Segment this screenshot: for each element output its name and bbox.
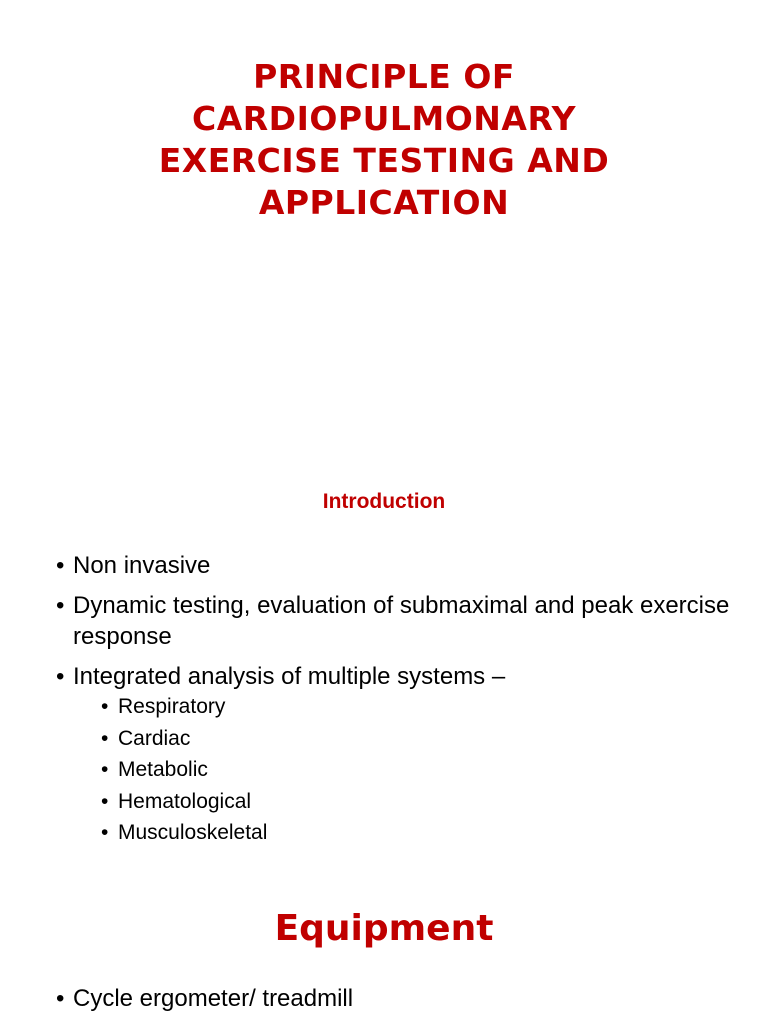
introduction-heading: Introduction bbox=[322, 490, 446, 513]
sub-bullet-item: • Hematological bbox=[101, 789, 736, 815]
title-line: EXERCISE TESTING AND bbox=[158, 141, 610, 180]
bullet-item bbox=[56, 661, 736, 846]
bullet-item bbox=[56, 550, 736, 581]
equipment-heading: Equipment bbox=[274, 908, 494, 949]
bullet-item bbox=[56, 590, 736, 652]
bullet-text: Non invasive bbox=[73, 552, 211, 579]
sub-bullet-item: • Musculoskeletal bbox=[101, 820, 736, 846]
title-line: APPLICATION bbox=[258, 183, 510, 222]
title-line: PRINCIPLE OF bbox=[253, 57, 515, 96]
sub-bullet-item: • Cardiac bbox=[101, 726, 736, 752]
systems-sub-list bbox=[101, 694, 736, 846]
bullet-item bbox=[56, 983, 736, 1014]
bullet-text: Dynamic testing, evaluation of submaximal and peak exercise response bbox=[73, 592, 730, 650]
introduction-bullet-list bbox=[56, 550, 736, 852]
sub-bullet-item: • Respiratory bbox=[101, 694, 736, 720]
slide-title bbox=[40, 56, 728, 224]
equipment-bullet-list bbox=[56, 983, 736, 1014]
title-line: CARDIOPULMONARY bbox=[192, 99, 576, 138]
sub-bullet-item: • Metabolic bbox=[101, 757, 736, 783]
bullet-text: Cycle ergometer/ treadmill bbox=[73, 985, 354, 1012]
bullet-text: Integrated analysis of multiple systems – bbox=[73, 663, 506, 690]
